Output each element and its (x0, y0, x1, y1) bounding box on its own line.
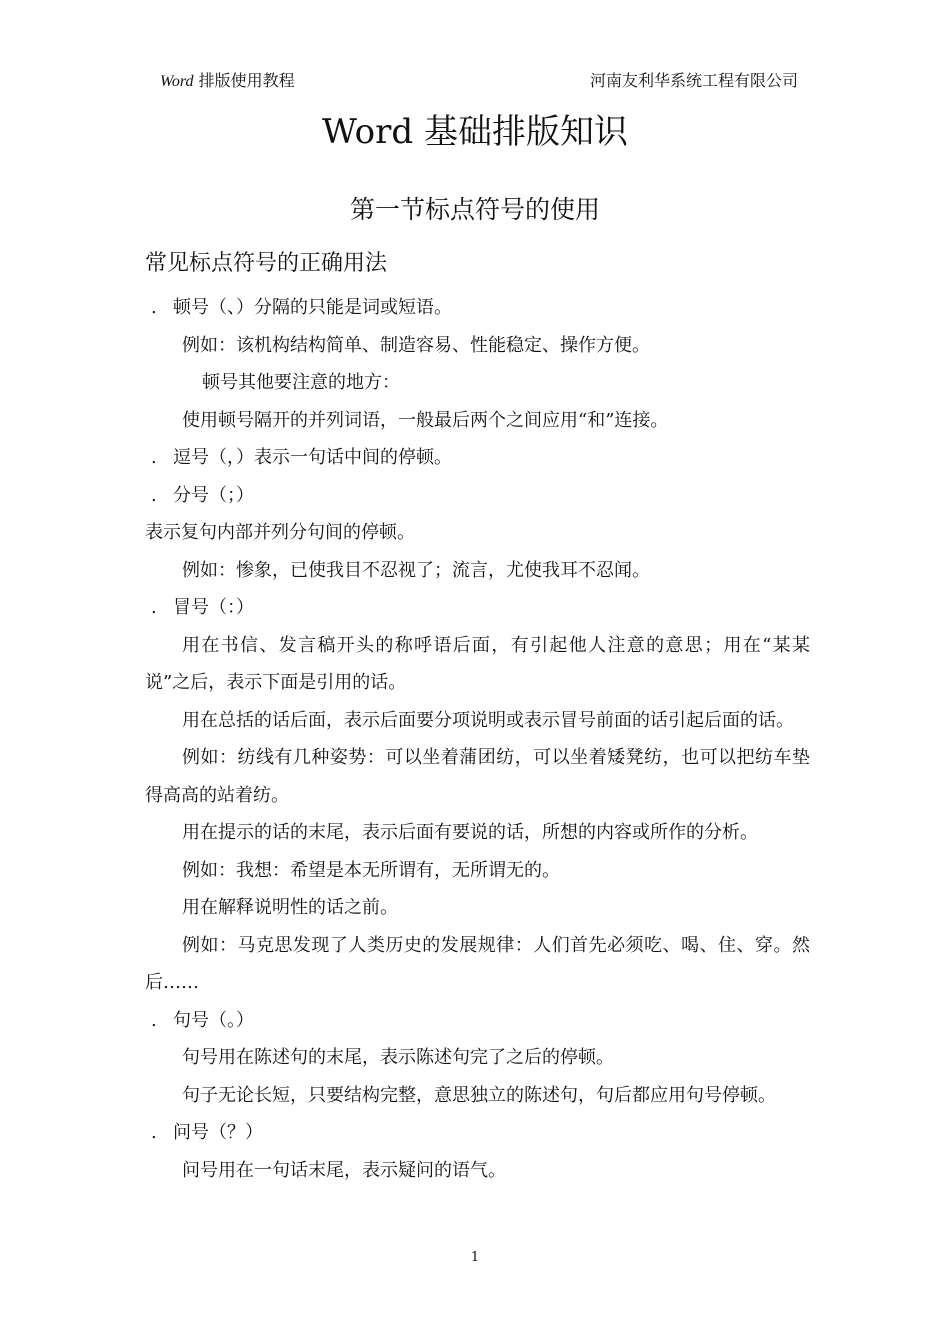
list-bullet: . (151, 1009, 157, 1031)
subheading: 常见标点符号的正确用法 (145, 251, 388, 276)
list-item-text: 逗号（，）表示一句话中间的停顿。 (173, 447, 452, 468)
list-item (145, 477, 810, 515)
list-item (145, 589, 810, 627)
section-title: 第一节标点符号的使用 (349, 195, 600, 224)
list-item-text: 问号（？） (173, 1122, 263, 1143)
header-left-text: 排版使用教程 (193, 71, 295, 90)
list-bullet: . (151, 1122, 157, 1143)
header-right: 河南友利华系统工程有限公司 (589, 71, 798, 90)
paragraph: 使用顿号隔开的并列词语，一般最后两个之间应用“和”连接。 (182, 409, 669, 431)
paragraph: 例如：纺线有几种姿势：可以坐着蒲团纺，可以坐着矮凳纺，也可以把纺车垫得高高的站着纺。 (145, 747, 810, 806)
list-item-text: 冒号（：） (173, 597, 254, 618)
paragraph: 表示复句内部并列分句间的停顿。 (145, 522, 415, 543)
paragraph: 用在解释说明性的话之前。 (182, 897, 398, 918)
list-bullet: . (151, 597, 157, 618)
list-bullet: . (151, 297, 157, 318)
paragraph: 顿号其他要注意的地方： (202, 372, 400, 393)
header-left-word: Word (160, 73, 194, 90)
header-left (160, 68, 295, 91)
list-item (145, 1002, 810, 1040)
list-item (145, 439, 810, 477)
page-number: 1 (470, 1250, 480, 1265)
list-bullet: . (151, 484, 157, 506)
paragraph: 例如：该机构结构简单、制造容易、性能稳定、操作方便。 (182, 334, 650, 356)
paragraph: 例如：马克思发现了人类历史的发展规律：人们首先必须吃、喝、住、穿。然后…… (145, 934, 810, 993)
paragraph: 句子无论长短，只要结构完整，意思独立的陈述句，句后都应用句号停顿。 (182, 1084, 776, 1106)
list-item (145, 1114, 810, 1152)
paragraph: 用在提示的话的末尾，表示后面有要说的话，所想的内容或所作的分析。 (182, 822, 758, 843)
document-title: Word 基础排版知识 (322, 112, 628, 152)
list-item-text: 顿号（、）分隔的只能是词或短语。 (173, 297, 452, 318)
paragraph: 例如：我想：希望是本无所谓有，无所谓无的。 (182, 859, 560, 881)
document-body (145, 289, 810, 1189)
list-bullet: . (151, 447, 157, 468)
list-item-text: 分号（；） (173, 484, 254, 506)
paragraph: 句号用在陈述句的末尾，表示陈述句完了之后的停顿。 (182, 1047, 614, 1068)
paragraph: 例如：惨象，已使我目不忍视了；流言，尤使我耳不忍闻。 (182, 559, 650, 581)
paragraph: 用在总括的话后面，表示后面要分项说明或表示冒号前面的话引起后面的话。 (182, 709, 794, 731)
list-item-text: 句号（。） (173, 1009, 254, 1031)
paragraph: 问号用在一句话末尾，表示疑问的语气。 (182, 1159, 506, 1181)
paragraph: 用在书信、发言稿开头的称呼语后面，有引起他人注意的意思；用在“某某说”之后，表示下面是引用的话。 (145, 634, 810, 693)
list-item (145, 289, 810, 327)
